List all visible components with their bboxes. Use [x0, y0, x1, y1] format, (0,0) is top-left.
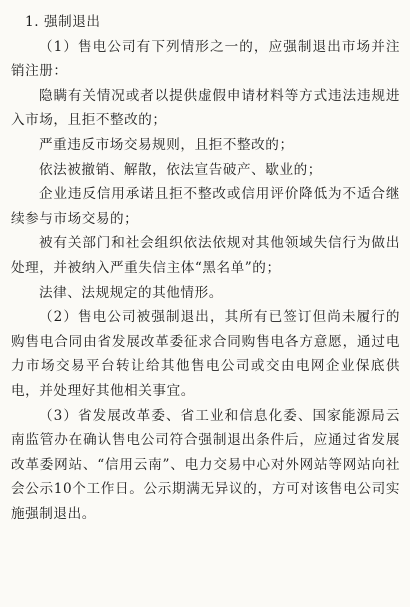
- paragraph-false-materials: 隐瞒有关情况或者以提供虚假申请材料等方式违法违规进入市场，且拒不整改的；: [11, 87, 400, 129]
- paragraph-dissolution: 依法被撤销、解散，依法宣告破产、歇业的；: [39, 161, 322, 178]
- paragraph-other-cases: 法律、法规规定的其他情形。: [39, 284, 223, 301]
- paragraph-rule-violation: 严重违反市场交易规则，且拒不整改的；: [39, 136, 294, 153]
- paragraph-blacklist: 被有关部门和社会组织依法依规对其他领域失信行为做出处理，并被纳入严重失信主体“黑名单”的；: [11, 235, 400, 276]
- paragraph-contract-transfer: （2）售电公司被强制退出，其所有已签订但尚未履行的购售电合同由省发展改革委征求合同购售电各方意愿，通过电力市场交易平台转让给其他售电公司或交由电网企业保底供电，并处理好其他相关事宜。: [11, 309, 400, 399]
- paragraph-credit-violation: 企业违反信用承诺且拒不整改或信用评价降低为不适合继续参与市场交易的；: [11, 186, 400, 227]
- paragraph-exit-conditions: （1）售电公司有下列情形之一的，应强制退出市场并注销注册：: [11, 38, 400, 80]
- section-heading: 1. 强制退出: [25, 14, 101, 30]
- paragraph-public-notice: （3）省发展改革委、省工业和信息化委、国家能源局云南监管办在确认售电公司符合强制退出条件后，应通过省发展改革委网站、“信用云南”、电力交易中心对外网站等网站向社会公示10个工作日。公示期满无异议的，方可对该售电公司实施强制退出。: [11, 407, 400, 522]
